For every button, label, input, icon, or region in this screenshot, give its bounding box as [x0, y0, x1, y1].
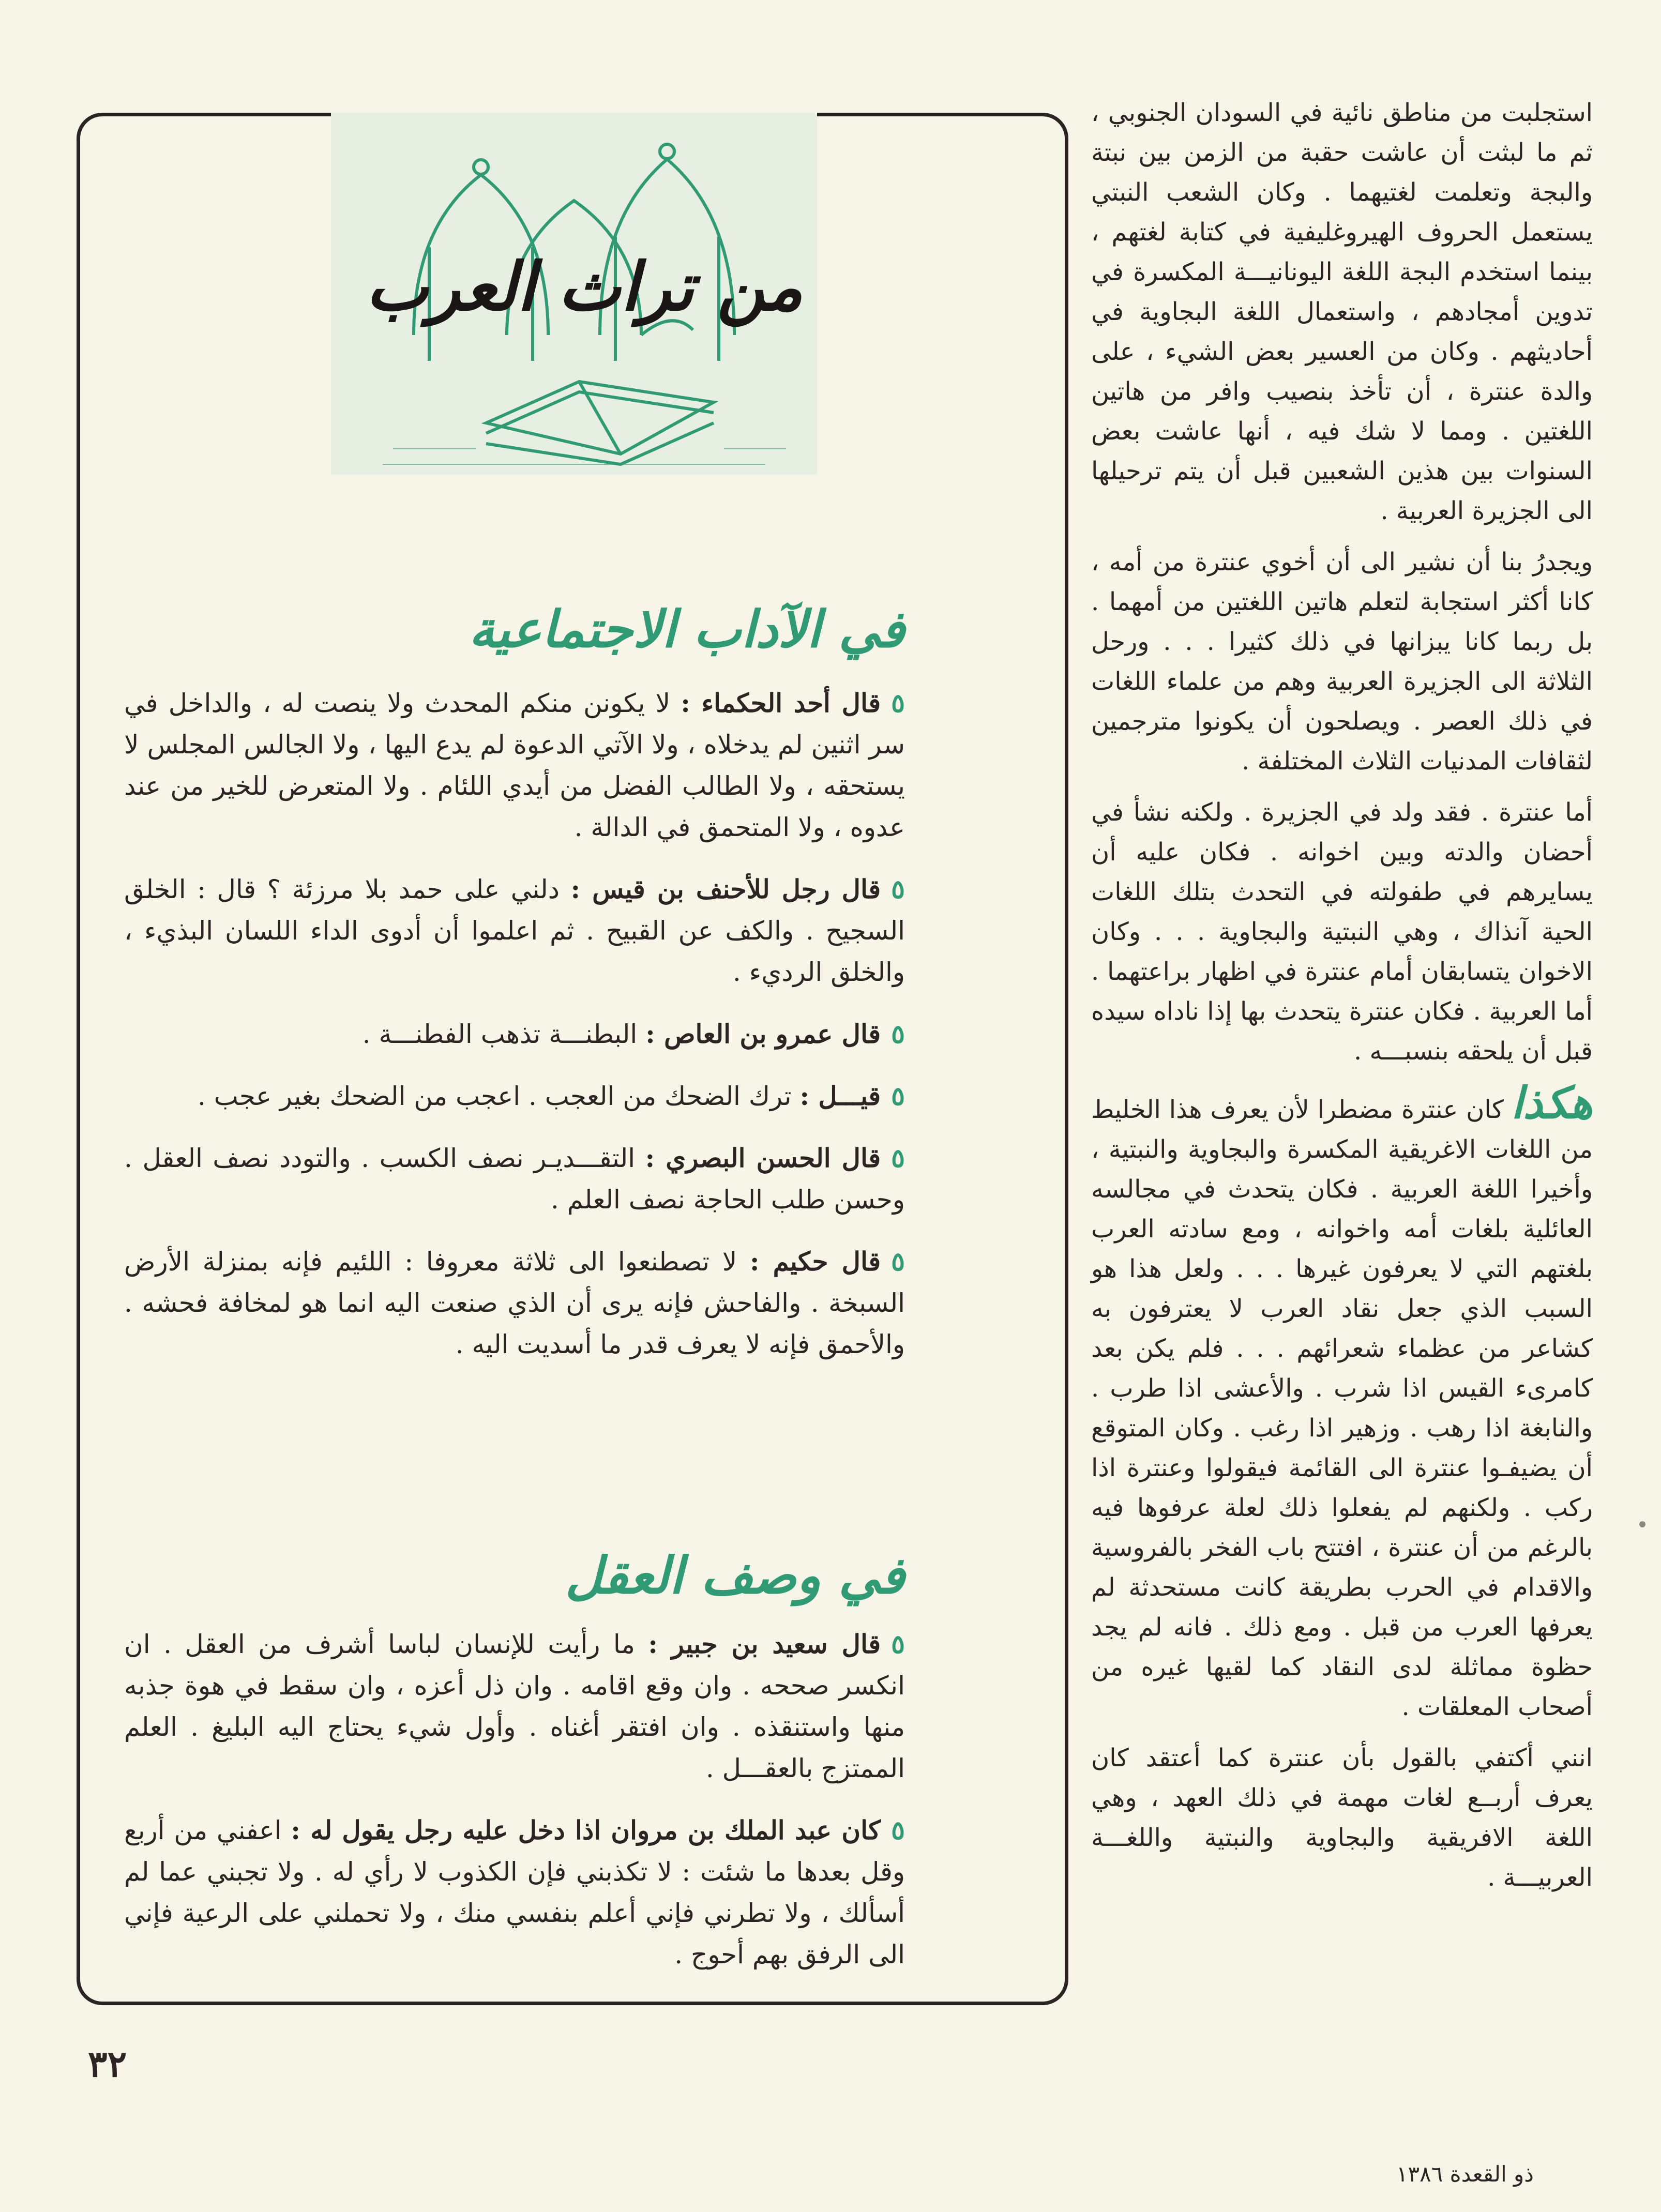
quote-text: دلني على حمد بلا مرزئة ؟ قال : الخلق السجيح . والكف عن القبيح . ثم اعلموا أن أدوى الداء اللسان البذيء ، والخلق الرديء .: [124, 874, 905, 987]
article-paragraph: انني أكتفي بالقول بأن عنترة كما أعتقد كان يعرف أربــع لغات مهمة في ذلك العهد ، وهي اللغة الافريقية والبجاوية والنبتية واللغـــة العربيـــة .: [1091, 1744, 1593, 1892]
section1-entries: [124, 683, 905, 1386]
quote-author: قال رجل للأحنف بن قيس :: [570, 874, 881, 904]
bullet-icon: ٥: [891, 874, 905, 904]
section2-entries: [124, 1624, 905, 1996]
bullet-icon: ٥: [891, 1081, 905, 1111]
margin-dot: [1639, 1521, 1645, 1527]
page-number: ٣٢: [88, 2042, 127, 2085]
quote-author: قال حكيم :: [749, 1246, 881, 1277]
quote-text: البطنـــة تذهب الفطنـــة .: [362, 1019, 638, 1049]
quote-text: ترك الضحك من العجب . اعجب من الضحك بغير عجب .: [198, 1081, 792, 1111]
quote-text: لا يكونن منكم المحدث ولا ينصت له ، والداخل في سر اثنين لم يدخلاه ، ولا الآتي الدعوة لم يدع اليها ، ولا الجالس المجلس لا يستحقه ، ولا الطالب الفضل من أيدي اللئام . ولا المتعرض للخير من عند عدوه ، ولا المتحمق في الدالة .: [124, 688, 905, 842]
article-paragraph-hakatha: [1091, 1077, 1593, 1727]
quote-text: لا تصطنعوا الى ثلاثة معروفا : اللئيم فإنه بمنزلة الأرض السبخة . والفاحش فإنه يرى أن الذي صنعت اليه انما هو لمخافة فحشه . والأحمق فإنه لا يعرف قدر ما أسديت اليه .: [124, 1247, 905, 1359]
quote-entry: [124, 1624, 905, 1789]
right-column-article: [1091, 93, 1593, 2073]
quote-entry: [124, 1138, 905, 1220]
quote-entry: [124, 869, 905, 993]
quote-entry: [124, 1013, 905, 1055]
quote-author: كان عبد الملك بن مروان اذا دخل عليه رجل يقول له :: [291, 1815, 881, 1845]
article-paragraph: ويجدرُ بنا أن نشير الى أن أخوي عنترة من أمه ، كانا أكثر استجابة لتعلم هاتين اللغتين من أمهما . بل ربما كانا يبزانها في ذلك كثيرا . . . ورحل الثلاثة الى الجزيرة العربية وهم من علماء اللغات في ذلك العصر . ويصلحون أن يكونوا مترجمين لثقافات المدنيات الثلاث المختلفة .: [1091, 548, 1593, 776]
quote-text: ما رأيت للإنسان لباسا أشرف من العقل . ان انكسر صححه . وان وقع اقامه . وان ذل أعزه ، وان سقط في هوة جذبه منها واستنقذه . وان افتقر أغناه . وأول شيء يحتاج اليه البليغ . العلم الممتزج بالعقـــل .: [124, 1629, 905, 1783]
article-paragraph-text: كان عنترة مضطرا لأن يعرف هذا الخليط من اللغات الاغريقية المكسرة والبجاوية والنبتية ، وأخيرا اللغة العربية . فكان يتحدث في مجالسه العائلية بلغات أمه واخوانه ، ومع سادته العرب بلغتهم التي لا يعرفون غيرها . . . ولعل هذا هو السبب الذي جعل نقاد العرب لا يعترفون به كشاعر من عظماء شعرائهم . . . فلم يكن بعد كامرىء القيس اذا شرب . والأعشى اذا طرب . والنابغة اذا رهب . وزهير اذا رغب . وكان المتوقع أن يضيفـوا عنترة الى القائمة فيقولوا وعنترة اذا ركب . ولكنهم لم يفعلوا ذلك لعلة عرفوها فيه بالرغم من أن عنترة ، افتتح باب الفخر بالفروسية والاقدام في الحرب بطريقة كانت مستحدثة لم يعرفها العرب من قبل . ومع ذلك . فانه لم يجد حظوة مماثلة لدى النقاد كما لقيها غيره من أصحاب المعلقات .: [1091, 1095, 1593, 1721]
banner-title: من تراث العرب: [366, 248, 803, 326]
quote-entry: [124, 1075, 905, 1117]
section-heading-mind: في وصف العقل: [565, 1546, 905, 1605]
quote-text: اعفني من أربع وقل بعدها ما شئت : لا تكذبني فإن الكذوب لا رأي له . ولا تجبني عما لم أسألك ، ولا تطرني فإني أعلم بنفسي منك ، ولا تحملني على الرعية فإني الى الرفق بهم أحوج .: [124, 1815, 905, 1969]
quote-entry: [124, 1810, 905, 1975]
quote-entry: [124, 1241, 905, 1365]
quote-author: قال عمرو بن العاص :: [645, 1019, 881, 1049]
emphasized-word: هكذا: [1511, 1077, 1593, 1128]
quote-author: قيـــل :: [799, 1081, 881, 1111]
bullet-icon: ٥: [891, 688, 905, 718]
quote-entry: [124, 683, 905, 848]
bullet-icon: ٥: [891, 1815, 905, 1845]
quote-text: التقـــديـر نصف الكسب . والتودد نصف العقل . وحسن طلب الحاجة نصف العلم .: [124, 1143, 905, 1215]
quote-author: قال سعيد بن جبير :: [648, 1629, 881, 1659]
article-paragraph: استجلبت من مناطق نائية في السودان الجنوبي ، ثم ما لبثت أن عاشت حقبة من الزمن بين نبتة والبجة وتعلمت لغتيهما . وكان الشعب النبتي يستعمل الحروف الهيروغليفية في كتابة لغتهم ، بينما استخدم البجة اللغة اليونانيـــة المكسرة في تدوين أمجادهم ، واستعمال اللغة البجاوية في أحاديثهم . وكان من العسير بعض الشيء ، على والدة عنترة ، أن تأخذ بنصيب وافر من هاتين اللغتين . ومما لا شك فيه ، أنها عاشت بعض السنوات بين هذين الشعبين قبل أن يتم ترحيلها الى الجزيرة العربية .: [1091, 98, 1593, 525]
bullet-icon: ٥: [891, 1629, 905, 1659]
issue-date: ذو القعدة ١٣٨٦: [1396, 2161, 1534, 2187]
article-paragraph: أما عنترة . فقد ولد في الجزيرة . ولكنه نشأ في أحضان والدته وبين اخوانه . فكان عليه أن يسايرهم في طفولته في التحدث بتلك اللغات الحية آنذاك ، وهي النبتية والبجاوية . . . وكان الاخوان يتسابقان أمام عنترة في اظهار براعتهما . أما العربية . فكان عنترة يتحدث بها إذا ناداه سيده قبل أن يلحقه بنسبـــه .: [1091, 798, 1593, 1066]
quote-author: قال أحد الحكماء :: [681, 688, 881, 718]
section-heading-social-manners: في الآداب الاجتماعية: [469, 600, 905, 659]
bullet-icon: ٥: [891, 1019, 905, 1049]
bullet-icon: ٥: [891, 1246, 905, 1277]
bullet-icon: ٥: [891, 1143, 905, 1173]
quote-author: قال الحسن البصري :: [645, 1143, 881, 1173]
